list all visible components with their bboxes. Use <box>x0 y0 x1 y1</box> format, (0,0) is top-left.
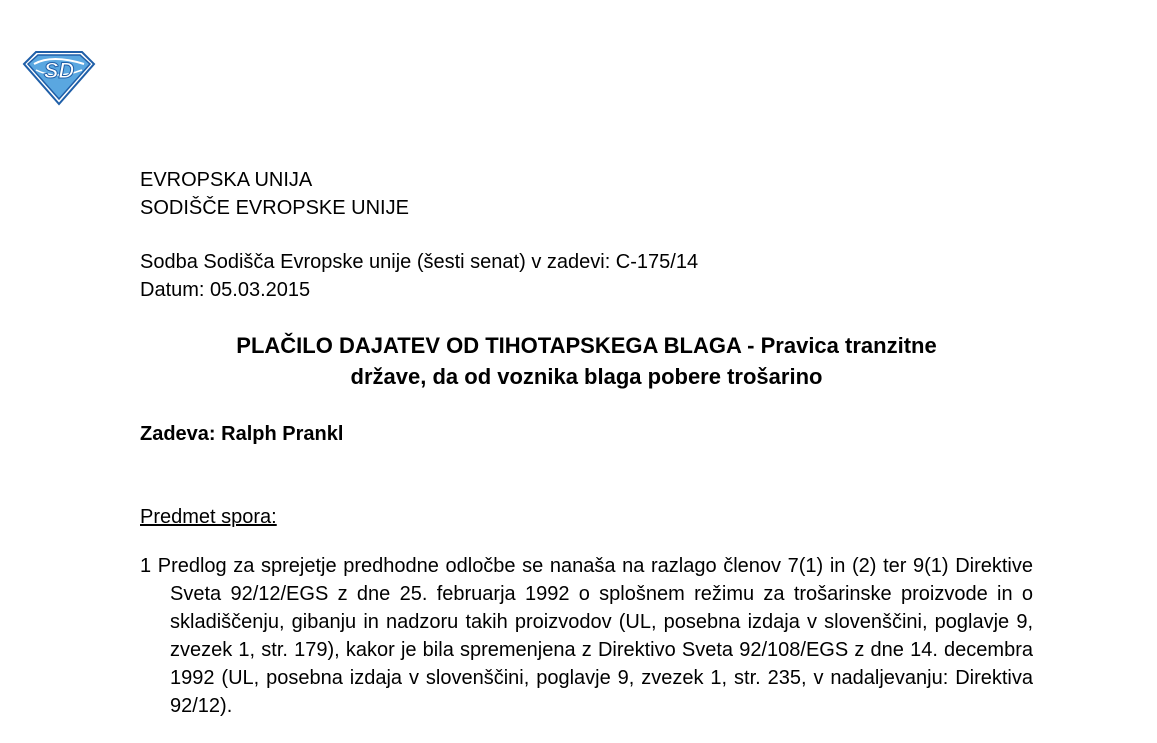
document-title <box>140 330 1033 392</box>
sd-logo <box>22 50 96 106</box>
paragraph-1: 1 Predlog za sprejetje predhodne odločbe se nanaša na razlago členov 7(1) in (2) ter 9(1) Direktive Sveta 92/12/EGS z dne 25. februarja 1992 o splošnem režimu za trošarinske proizvode in o skladiščenju, gibanju in nadzoru takih proizvodov (UL, posebna izdaja v slovenščini, poglavje 9, zvezek 1, str. 179), kakor je bila spremenjena z Direktivo Sveta 92/108/EGS z dne 14. decembra 1992 (UL, posebna izdaja v slovenščini, poglavje 9, zvezek 1, str. 235, v nadaljevanju: Direktiva 92/12). <box>140 555 1033 717</box>
header-line-court: SODIŠČE EVROPSKE UNIJE <box>140 197 409 219</box>
case-parties: Zadeva: Ralph Prankl <box>140 423 344 445</box>
section-heading: Predmet spora: <box>140 506 277 528</box>
logo-text: SD <box>43 58 75 83</box>
title-line-1: PLAČILO DAJATEV OD TIHOTAPSKEGA BLAGA - Pravica tranzitne <box>236 333 937 358</box>
sd-diamond-logo-icon <box>22 50 96 106</box>
case-date: Datum: 05.03.2015 <box>140 279 311 301</box>
court-header <box>140 166 409 222</box>
case-reference: Sodba Sodišča Evropske unije (šesti senat) v zadevi: C-175/14 <box>140 251 699 273</box>
header-line-eu: EVROPSKA UNIJA <box>140 169 313 191</box>
case-info <box>140 248 698 304</box>
title-line-2: države, da od voznika blaga pobere trošarino <box>350 364 823 389</box>
